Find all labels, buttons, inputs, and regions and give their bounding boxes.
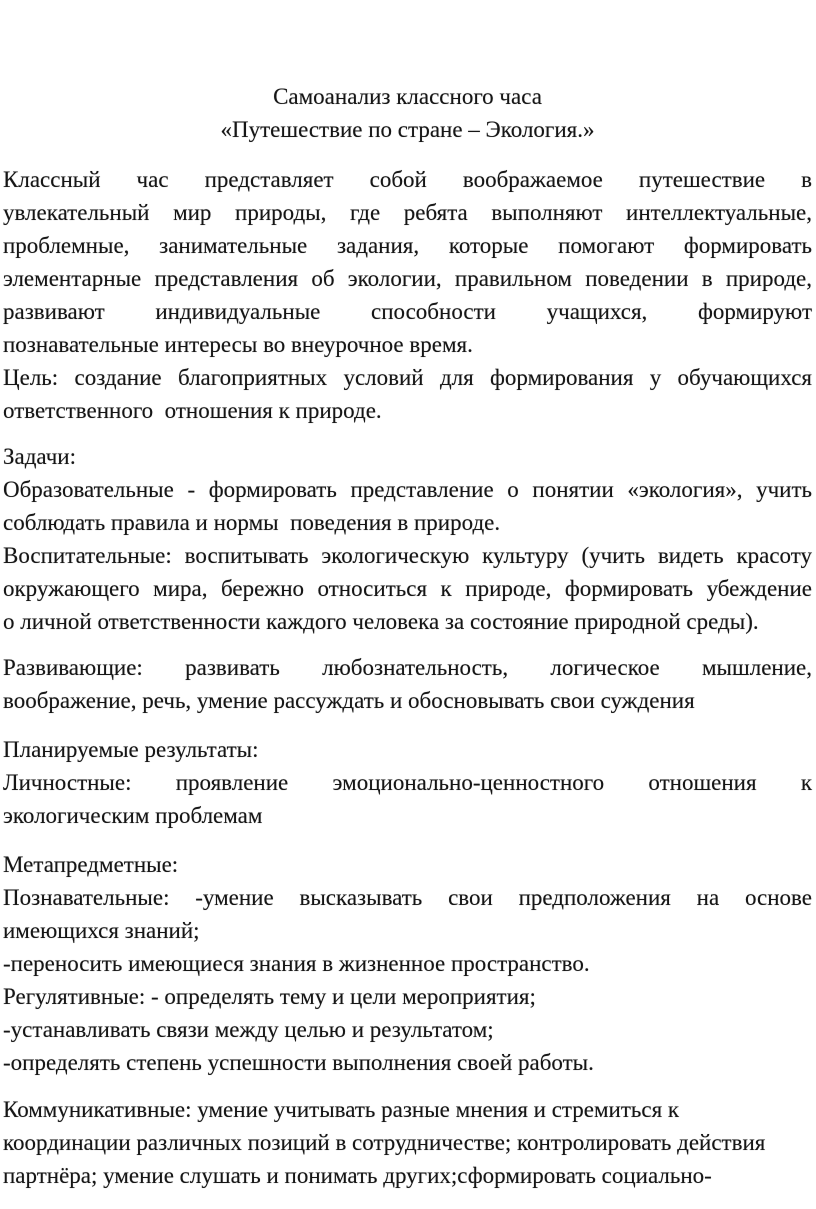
upbringing-line: Воспитательные: воспитывать экологическую культуру (учить видеть красоту (3, 543, 812, 568)
communicative-line: Коммуникативные: умение учитывать разные мнения и стремиться к (3, 1097, 680, 1122)
intro-line: элементарные представления об экологии, правильном поведении в природе, (3, 266, 812, 291)
intro-line: увлекательный мир природы, где ребята выполняют интеллектуальные, (3, 200, 812, 225)
intro-line: проблемные, занимательные задания, которые помогают формировать (3, 233, 812, 258)
goal-line: ответственного отношения к природе. (3, 398, 382, 423)
personal-line: экологическим проблемам (3, 803, 263, 828)
intro-line: развивают индивидуальные способности учащихся, формируют (3, 299, 812, 324)
upbringing-line: о личной ответственности каждого человека за состояние природной среды). (3, 609, 759, 634)
upbringing-line: окружающего мира, бережно относиться к природе, формировать убеждение (3, 576, 812, 601)
educational-line: соблюдать правила и нормы поведения в природе. (3, 510, 501, 535)
communicative-line: партнёра; умение слушать и понимать других;сформировать социально- (3, 1163, 712, 1188)
metasubject-heading: Метапредметные: (3, 852, 179, 877)
intro-line: Классный час представляет собой воображаемое путешествие в (3, 167, 812, 192)
intro-line: познавательные интересы во внеурочное время. (3, 332, 473, 357)
communicative-line: координации различных позиций в сотрудничестве; контролировать действия (3, 1130, 766, 1155)
planned-results-heading: Планируемые результаты: (3, 737, 259, 762)
goal-line: Цель: создание благоприятных условий для формирования у обучающихся (3, 365, 812, 390)
cognitive-line: имеющихся знаний; (3, 918, 200, 943)
developing-line: воображение, речь, умение рассуждать и обосновывать свои суждения (3, 688, 695, 713)
regulative-line: Регулятивные: - определять тему и цели мероприятия; (3, 984, 536, 1009)
tasks-heading: Задачи: (3, 444, 76, 469)
document-title-line-1: Самоанализ классного часа (273, 84, 542, 109)
educational-line: Образовательные - формировать представление о понятии «экология», учить (3, 477, 812, 502)
personal-line: Личностные: проявление эмоционально-ценностного отношения к (3, 770, 812, 795)
transfer-line: -переносить имеющиеся знания в жизненное пространство. (3, 951, 590, 976)
cognitive-line: Познавательные: -умение высказывать свои предположения на основе (3, 885, 812, 910)
success-line: -определять степень успешности выполнения своей работы. (3, 1050, 594, 1075)
links-line: -устанавливать связи между целью и результатом; (3, 1017, 494, 1042)
document-title-line-2: «Путешествие по стране – Экология.» (220, 117, 595, 142)
developing-line: Развивающие: развивать любознательность, логическое мышление, (3, 655, 812, 680)
